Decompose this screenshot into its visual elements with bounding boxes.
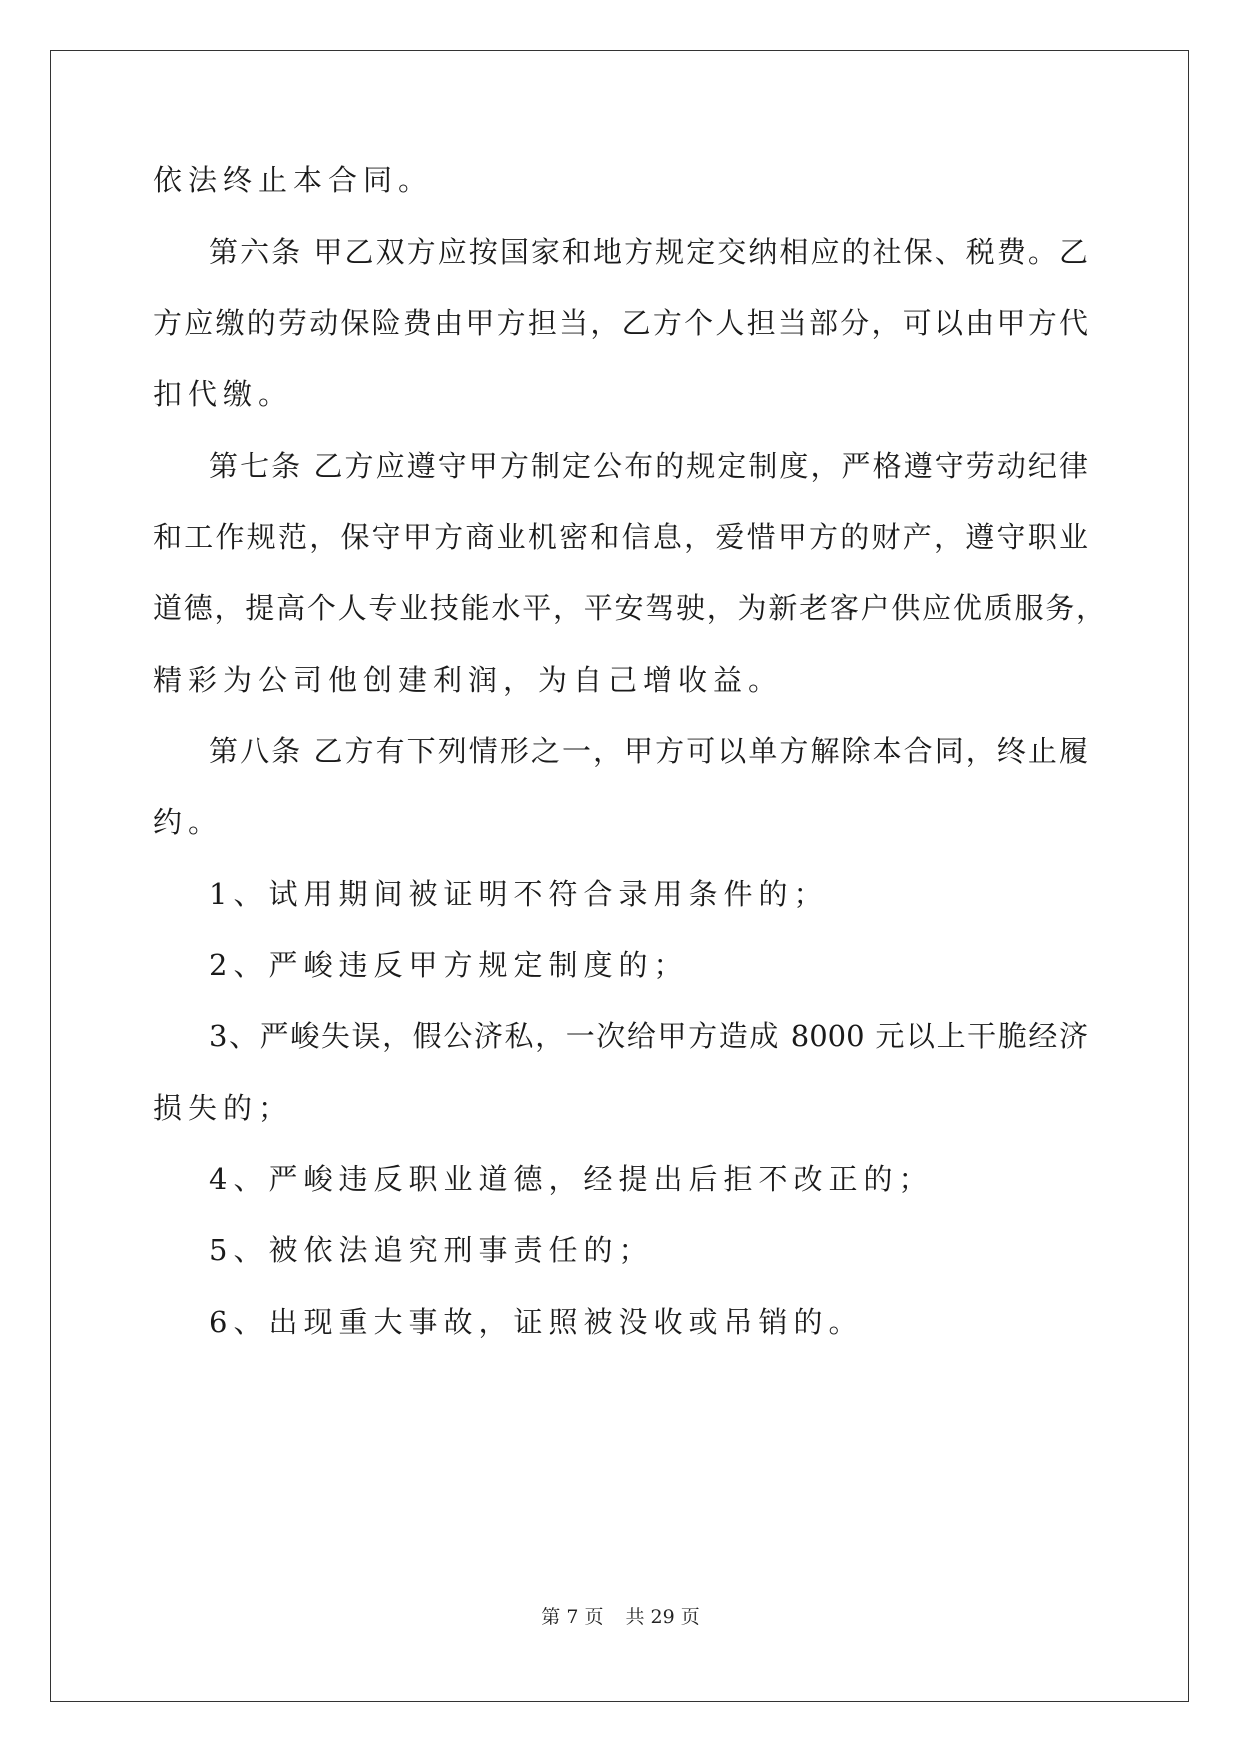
text-line: 约。	[153, 805, 224, 839]
text-line: 精彩为公司他创建利润，为自己增收益。	[153, 663, 784, 697]
list-item: 1、试用期间被证明不符合录用条件的；	[209, 877, 829, 911]
list-item: 6、出现重大事故，证照被没收或吊销的。	[209, 1305, 864, 1339]
page-number: 第 7 页	[541, 1606, 604, 1628]
text-line: 和工作规范，保守甲方商业机密和信息，爱惜甲方的财产，遵守职业	[153, 520, 1088, 554]
text-line: 第六条 甲乙双方应按国家和地方规定交纳相应的社保、税费。乙	[209, 235, 1088, 269]
text-line: 依法终止本合同。	[153, 163, 434, 197]
text-line: 第八条 乙方有下列情形之一，甲方可以单方解除本合同，终止履	[209, 734, 1088, 768]
list-item: 5、被依法追究刑事责任的；	[209, 1233, 654, 1267]
page-footer	[0, 1602, 1241, 1629]
text-line: 损失的；	[153, 1091, 294, 1125]
list-item: 3、严峻失误，假公济私，一次给甲方造成 8000 元以上干脆经济	[209, 1019, 1088, 1053]
list-item: 2、严峻违反甲方规定制度的；	[209, 948, 689, 982]
page-total: 共 29 页	[625, 1606, 700, 1628]
text-line: 道德，提高个人专业技能水平，平安驾驶，为新老客户供应优质服务，	[153, 591, 1105, 625]
text-line: 方应缴的劳动保险费由甲方担当，乙方个人担当部分，可以由甲方代	[153, 306, 1088, 340]
list-item: 4、严峻违反职业道德，经提出后拒不改正的；	[209, 1162, 934, 1196]
text-line: 第七条 乙方应遵守甲方制定公布的规定制度，严格遵守劳动纪律	[209, 449, 1088, 483]
text-line: 扣代缴。	[153, 377, 294, 411]
